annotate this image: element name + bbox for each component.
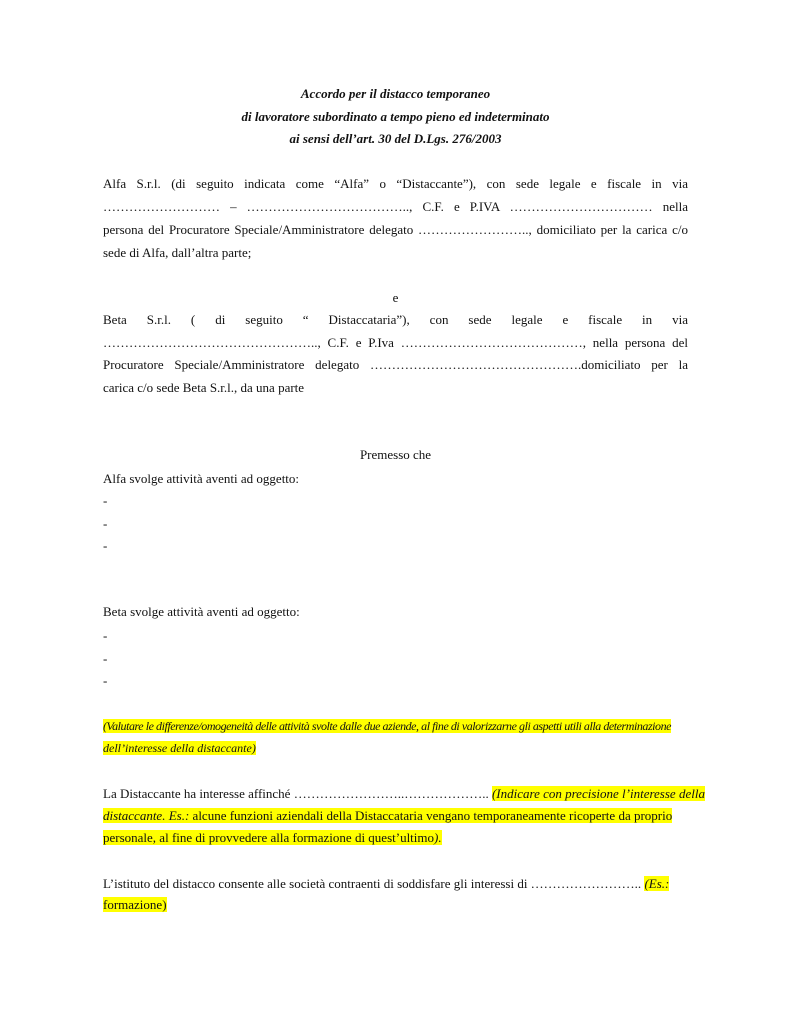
beta-paragraph-line-1: Beta S.r.l. ( di seguito “ Distaccataria”), con sede legale e fiscale in via (103, 312, 688, 327)
istituto-highlight: (Es.: (644, 876, 670, 891)
alfa-paragraph-line-4: sede di Alfa, dall’altra parte; (103, 245, 252, 260)
alfa-paragraph-line-2: ……………………… – ……………………………….., C.F. e P.IVA …………………………… nella (103, 199, 688, 214)
alfa-activities-intro: Alfa svolge attività aventi ad oggetto: (103, 471, 300, 486)
interest-text: La Distaccante ha interesse affinché ……………………..……………….. (103, 786, 489, 801)
interest-line-1 (103, 786, 705, 802)
note-highlight: (Valutare le differenze/omogeneità delle attività svolte dalle due aziende, al fine di valorizzarne gli aspetti utili alla determinazione (103, 719, 672, 733)
interest-highlight-italic: distaccante. Es.: (103, 808, 190, 823)
beta-paragraph-line-3: Procuratore Speciale/Amministratore delegato ………………………………………….domiciliato per la (103, 357, 688, 372)
beta-activity-item: - (103, 651, 108, 666)
premesso-heading: Premesso che (359, 447, 432, 462)
alfa-paragraph-line-1: Alfa S.r.l. (di seguito indicata come “Alfa” o “Distaccante”), con sede legale e fiscale in via (103, 176, 688, 191)
title-line-2: di lavoratore subordinato a tempo pieno ed indeterminato (241, 109, 550, 124)
interest-line-3 (103, 830, 688, 846)
note-line-1 (103, 718, 688, 734)
interest-highlight: personale, al fine di provvedere alla formazione di quest’ultimo (103, 830, 435, 845)
interest-highlight: (Indicare con precisione l’interesse della (491, 786, 705, 801)
istituto-line-2 (103, 897, 688, 913)
istituto-text: L’istituto del distacco consente alle società contraenti di soddisfare gli interessi di …………………….. (103, 876, 642, 891)
beta-activity-item: - (103, 628, 108, 643)
istituto-highlight: formazione) (103, 897, 167, 912)
interest-highlight: alcune funzioni aziendali della Distaccataria vengano temporaneamente ricoperte da proprio (192, 808, 673, 823)
beta-paragraph-line-2: ………………………………………….., C.F. e P.Iva ……………………………………, nella persona del (103, 335, 688, 350)
beta-activities-intro: Beta svolge attività aventi ad oggetto: (103, 604, 300, 619)
note-line-2 (103, 740, 688, 756)
alfa-activity-item: - (103, 538, 108, 553)
alfa-paragraph-line-3: persona del Procuratore Speciale/Amministratore delegato …………………….., domiciliato per la carica c/o (103, 222, 688, 237)
title-line-1: Accordo per il distacco temporaneo (300, 86, 491, 101)
alfa-activity-item: - (103, 516, 108, 531)
istituto-line-1 (103, 876, 688, 892)
interest-line-2 (103, 808, 688, 824)
beta-activity-item: - (103, 673, 108, 688)
alfa-activity-item: - (103, 493, 108, 508)
title-line-3: ai sensi dell’art. 30 del D.Lgs. 276/2003 (289, 131, 502, 146)
interest-highlight-end: ). (434, 830, 442, 845)
beta-paragraph-line-4: carica c/o sede Beta S.r.l., da una parte (103, 380, 305, 395)
note-highlight: dell’interesse della distaccante) (103, 741, 256, 755)
conjunction-e: e (392, 290, 399, 305)
